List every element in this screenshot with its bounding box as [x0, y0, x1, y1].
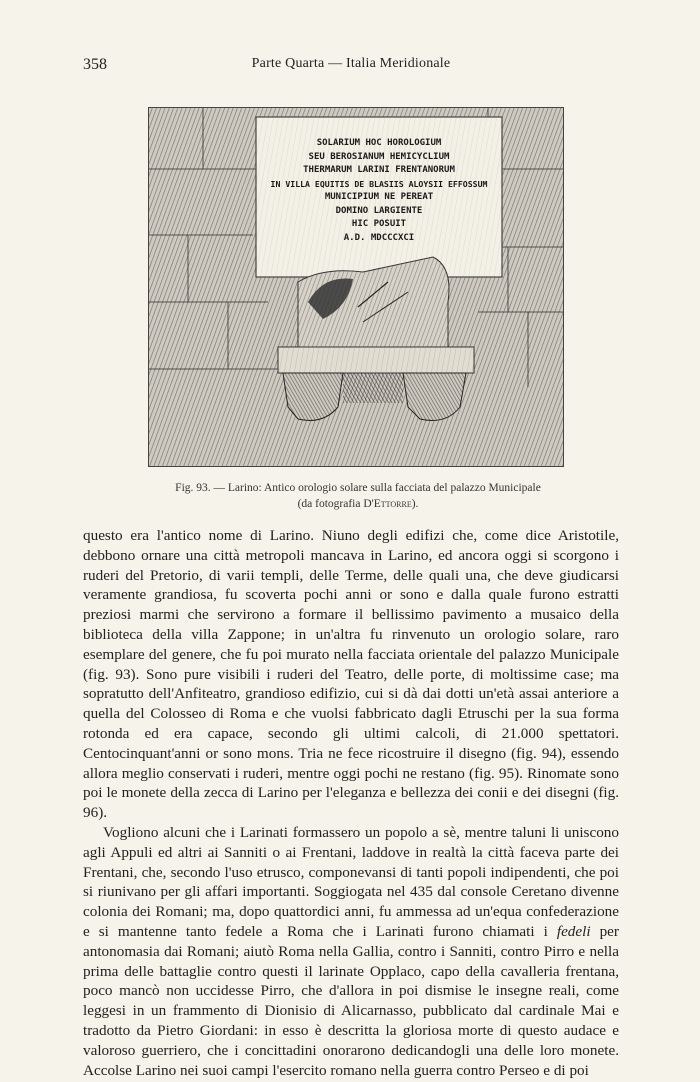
- photographer-name: D'Ettorre: [363, 498, 412, 510]
- figure-sundial-engraving: [148, 107, 564, 467]
- inscription-line: DOMINO LARGIENTE: [335, 205, 423, 216]
- inscription-line: HIC POSUIT: [351, 219, 407, 229]
- paragraph-2: [83, 823, 619, 1080]
- running-title: Parte Quarta — Italia Meridionale: [251, 56, 451, 71]
- caption-prefix: (da fotografia: [297, 498, 364, 510]
- figure-caption: [140, 480, 576, 512]
- caption-line-1: Fig. 93. — Larino: Antico orologio solare sulla facciata del palazzo Municipale: [175, 482, 541, 494]
- plaque-inscription: [260, 137, 498, 245]
- inscription-line: THERMARUM LARINI FRENTANORUM: [303, 165, 455, 175]
- inscription-line: SEU BEROSIANUM HEMICYCLIUM: [308, 151, 450, 162]
- italic-term-fedeli: fedeli: [556, 922, 591, 940]
- paragraph-2-part-2: per antonomasia dai Romani; aiutò Roma nella Gallia, contro i Sanniti, contro Pirro e nella prima delle battaglie contro questi il larinate Opplaco, capo della cavalleria frentana, poco mancò non uccidesse Pirro, che d'allora in poi dismise le insegne reali, come leggesi in un frammento di Dionisio di Alicarnasso, pubblicato dal cardinale Mai e tradotto da Pietro Giordani: in esso è descritta la gloriosa morte di questo audace e valoroso guerriero, che i concittadini onorarono dedicandogli una delle loro monete. Accolse Larino nei suoi campi l'esercito romano nella guerra contro Perseo e di poi: [83, 922, 619, 1079]
- caption-line-2: [140, 496, 576, 512]
- inscription-line: MUNICIPIUM NE PEREAT: [324, 192, 434, 202]
- inscription-line: SOLARIUM HOC HOROLOGIUM: [316, 138, 442, 148]
- inscription-line: IN VILLA EQUITIS DE BLASIIS ALOYSII EFFOSSUM: [270, 178, 488, 189]
- caption-suffix: ).: [411, 498, 419, 510]
- page-header: [83, 56, 619, 80]
- inscription-line: A.D. MDCCCXCI: [343, 232, 415, 243]
- paragraph-2-part-1: Vogliono alcuni che i Larinati formassero un popolo a sè, mentre taluni li uniscono agli Appuli ed altri ai Sanniti o ai Frentani, laddove in realtà la città faceva parte dei Frentani, che, secondo l'uso etrusco, componevansi di tanti popoli indipendenti, che poi si riunivano per gli affari importanti. Soggiogata nel 435 dal console Ceretano divenne colonia dei Romani; ma, dopo quattordici anni, fu ammessa ad un'equa confederazione e si mantenne tanto fedele a Roma che i Larinati furono chiamati i: [83, 823, 619, 940]
- page-number: 358: [83, 56, 107, 73]
- paragraph-1: questo era l'antico nome di Larino. Niuno degli edifizi che, come dice Aristotile, debbono ornare una città metropoli mancava in Larino, ed ancora oggi si scorgono i ruderi del Pretorio, di varii templi, delle Terme, delle quali una, che deve giudicarsi veramente grandiosa, fu scoverta pochi anni or sono e dalla quale furono estratti preziosi marmi che servirono a formare il bellissimo pavimento a musaico della biblioteca della villa Zappone; in un'altra fu rinvenuto un orologio solare, raro esemplare del genere, che fu poi murato nella facciata orientale del palazzo Municipale (fig. 93). Sono pure visibili i ruderi del Teatro, delle porte, di moltissime case; ma sopratutto dell'Anfiteatro, grandioso edifizio, cui si dà dai dotti un'età assai anteriore a quella del Colosseo di Roma e che vuolsi fabbricato dagli Etruschi per la sua forma rotonda ed era capace, secondo gli ultimi calcoli, di 21.000 spettatori. Centocinquant'anni or sono mons. Tria ne fece ricostruire il disegno (fig. 94), essendo allora meglio conservati i ruderi, mentre oggi pochi ne restano (fig. 95). Rinomate sono poi le monete della zecca di Larino per l'eleganza e bellezza dei conii e dei disegni (fig. 96).: [83, 527, 619, 822]
- body-text: [83, 526, 619, 1080]
